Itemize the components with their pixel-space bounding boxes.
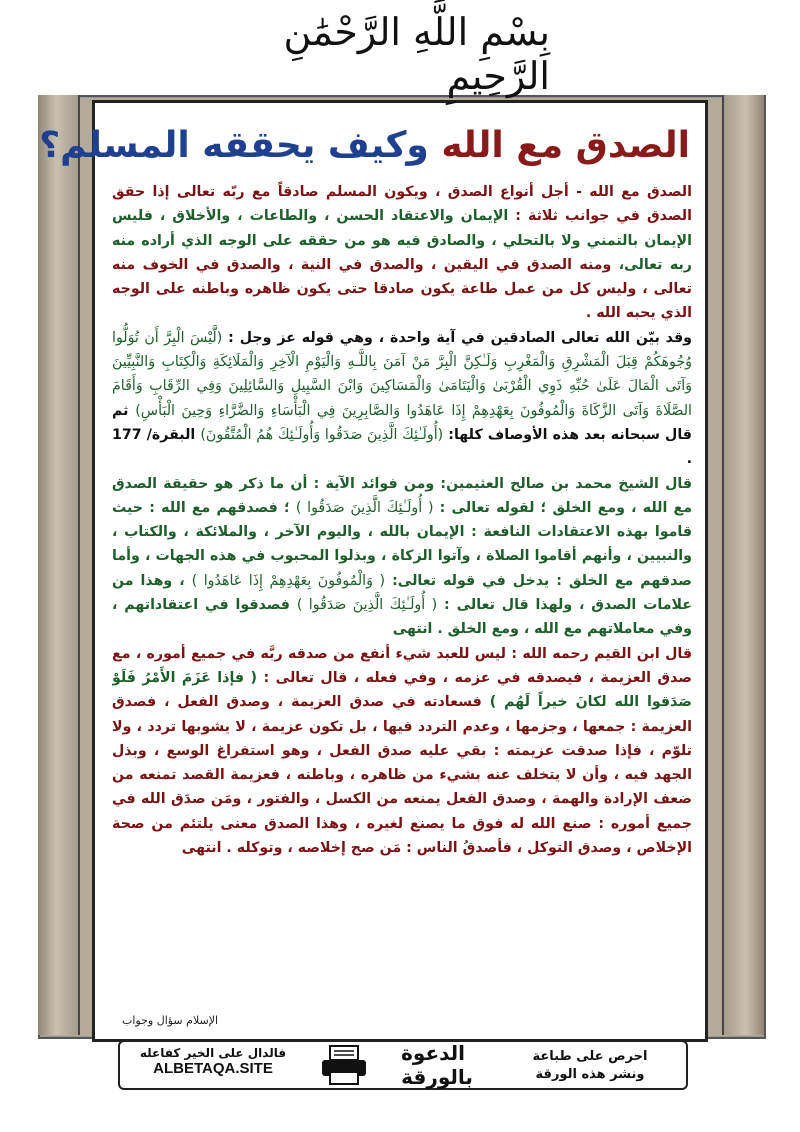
p2-ref: البقرة/ 177 . — [112, 426, 692, 468]
p4-body: فسعادته في صدق العزيمة ، وصدق الفعل ، فصدق العزيمة : جمعها ، وجزمها ، وعدم التردد فيها ، بل تكون عزيمة ، لا يشوبها تردد ، ولا تلوّم ، فإذا صدقت عزيمته : بقي عليه صدق الفعل ، وهو استفراغ الوسع ، وبذل الجهد فيه ، وأن لا يتخلف عنه بشيء من ظاهره ، وباطنه ، فعزيمة القصد تمنعه من ضعف الإرادة والهمة ، وصدق الفعل يمنعه من الكسل ، والفتور ، ومَن صدَق الله في جميع أموره : صنع الله له فوق ما يصنع لغيره ، وهذا الصدق معنى يلتئم من صحة الإخلاص ، وصدق التوكل ، فأصدقُ الناس : مَن صح إخلاصه ، وتوكله . انتهى — [112, 694, 692, 857]
footer-right-line-1: احرص على طباعة — [532, 1049, 648, 1064]
p1-faith: الإيمان والاعتقاد الحسن ، والطاعات ، والأخلاق ، فليس الإيمان بالتمني ولا بالتحلي ، والصادق فيه هو من حققه على الوجه الذي أراده منه ربه تعالى، — [112, 208, 692, 273]
p3-body-2: ، وهذا من علامات الصدق ، ولهذا قال تعالى : — [112, 572, 692, 614]
footer-left — [128, 1046, 298, 1086]
dawa-logo: الدعوة بالورقة — [401, 1041, 473, 1089]
quran-verse-3: ( أُولَـٰئِكَ الَّذِينَ صَدَقُوا ) — [295, 499, 434, 516]
title-part-2: وكيف يحققه المسلم؟ — [39, 125, 429, 166]
quran-verse-1: (لَّيْسَ الْبِرَّ أَن تُوَلُّوا وُجُوهَكُمْ قِبَلَ الْمَشْرِقِ وَالْمَغْرِبِ وَلَـٰكِنَّ الْبِرَّ مَنْ آمَنَ بِاللَّـهِ وَالْيَوْمِ الْآخِرِ وَالْمَلَائِكَةِ وَالْكِتَابِ وَالنَّبِيِّينَ وَآتَى الْمَالَ عَلَىٰ حُبِّهِ ذَوِي الْقُرْبَىٰ وَالْيَتَامَىٰ وَالْمَسَاكِينَ وَابْنَ السَّبِيلِ وَالسَّائِلِينَ وَفِي الرِّقَابِ وَأَقَامَ الصَّلَاةَ وَآتَى الزَّكَاةَ وَالْمُوفُونَ بِعَهْدِهِمْ إِذَا عَاهَدُوا وَالصَّابِرِينَ فِي الْبَأْسَاءِ وَالضَّرَّاءِ وَحِينَ الْبَأْسِ) — [112, 329, 692, 419]
p1-intro: الصدق مع الله - أجل أنواع الصدق ، ويكون المسلم صادقاً مع ربّه تعالى إذا حقق الصدق في جوانب ثلاثة : — [112, 184, 692, 225]
footer-right — [500, 1048, 680, 1088]
frame-right-rail — [722, 95, 764, 1035]
p1-certainty: ومنه الصدق في اليقين ، والصدق في النية ، والصدق في الخوف منه تعالى ، وليس كل من عمل طاعة يكون صادقا حتى يكون ظاهره وباطنه على الوجه الذي يحبه الله . — [112, 256, 692, 322]
paragraph-1 — [112, 180, 692, 326]
p3-body: ؛ فصدقهم مع الله : حيث قاموا بهذه الاعتقادات النافعة : الإيمان بالله ، واليوم الآخر ، والملائكة ، والكتاب ، والنبيين ، وأنهم أقاموا الصلاة ، وآتوا الزكاة ، وبذلوا المحبوب في هذه الجهات ، وأما صدقهم مع الخلق : يدخل في قوله تعالى: — [112, 499, 692, 589]
quran-verse-6: ( فإذا عَزَمَ الأَمْرُ فَلَوْ صَدَقوا الله لكانَ خيراً لَهُم ) — [112, 669, 692, 711]
frame-left-rail — [38, 95, 80, 1035]
footer-slogan: فالدال على الخير كفاعله — [139, 1046, 287, 1060]
footer-bar — [118, 1040, 688, 1090]
quran-verse-5: ( أُولَـٰئِكَ الَّذِينَ صَدَقُوا ) — [296, 597, 438, 614]
page-title — [39, 118, 690, 174]
paragraph-3 — [112, 472, 692, 642]
footer-site-link[interactable]: ALBETAQA.SITE — [153, 1060, 273, 1077]
title-part-1: الصدق مع الله — [441, 125, 690, 166]
printer-icon — [316, 1044, 372, 1086]
quran-verse-4: ( وَالْمُوفُونَ بِعَهْدِهِمْ إِذَا عَاهَدُوا ) — [191, 572, 386, 589]
source-credit: الإسلام سؤال وجواب — [122, 1014, 219, 1027]
p4-intro: قال ابن القيم رحمه الله : ليس للعبد شيء أنفع من صدقه ربَّه في جميع أموره ، مع صدق العزيمة ، فيصدقه في عزمه ، وفي فعله ، قال تعالى : — [112, 645, 692, 686]
quran-verse-2: (أُولَـٰئِكَ الَّذِينَ صَدَقُوا وَأُولَـٰئِكَ هُمُ الْمُتَّقُونَ) — [200, 426, 444, 443]
article-body — [112, 180, 692, 1010]
paragraph-4 — [112, 642, 692, 861]
p2-intro: وقد بيّن الله تعالى الصادقين في آية واحدة ، وهي قوله عز وجل : — [222, 329, 692, 346]
p3-end: فصدقوا في اعتقاداتهم ، وفي معاملاتهم مع الله ، ومع الخلق . انتهى — [112, 597, 692, 638]
paragraph-2 — [112, 326, 692, 472]
footer-right-line-2: ونشر هذه الورقة — [535, 1067, 645, 1082]
p3-intro: قال الشيخ محمد بن صالح العثيمين: ومن فوائد الآية : أن ما ذكر هو حقيقة الصدق مع الله ، ومع الخلق ؛ لقوله تعالى : — [112, 475, 692, 516]
basmala-calligraphy: بِسْمِ اللَّهِ الرَّحْمَٰنِ الرَّحِيمِ — [283, 10, 550, 98]
p2-mid: ثم قال سبحانه بعد هذه الأوصاف كلها: — [112, 402, 692, 443]
